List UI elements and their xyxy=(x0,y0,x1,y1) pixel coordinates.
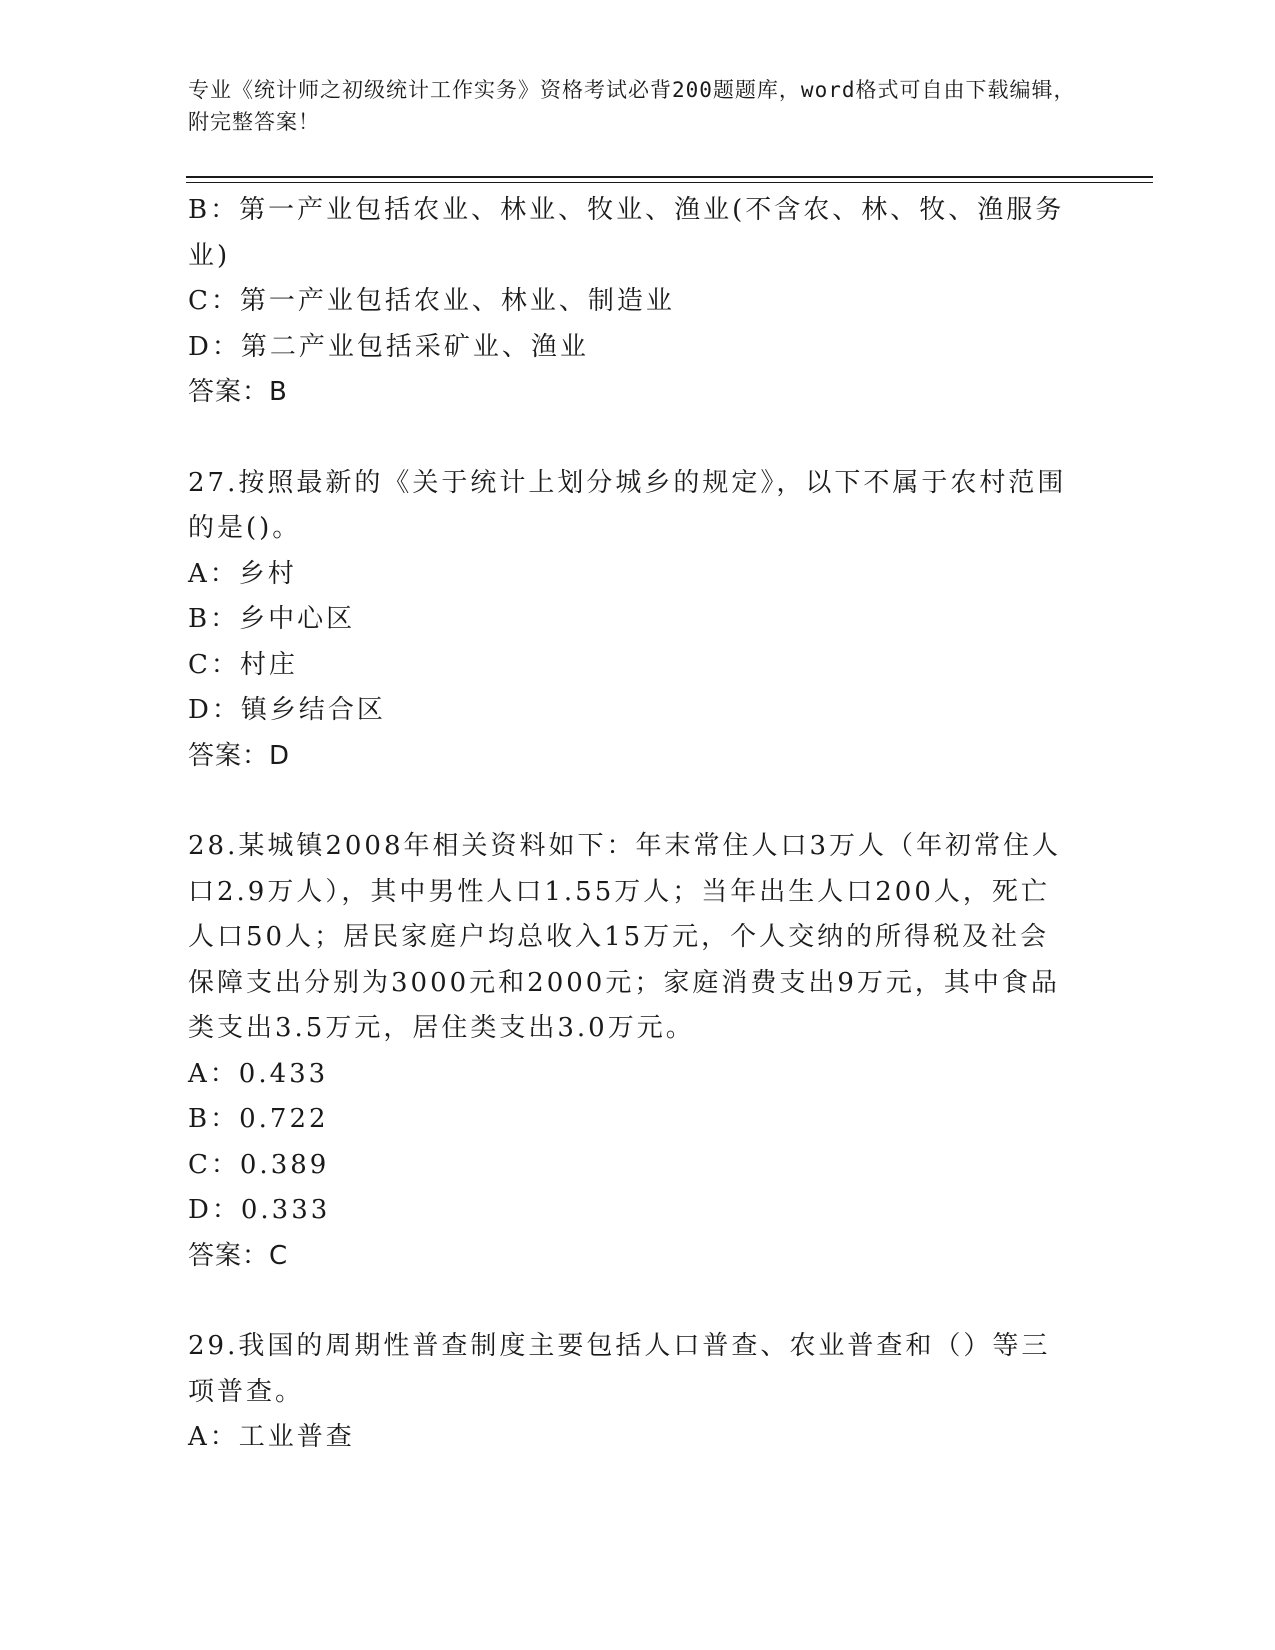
spacer xyxy=(188,416,1078,461)
answer-line: 答案：C xyxy=(188,1240,289,1271)
question-stem: 27.按照最新的《关于统计上划分城乡的规定》，以下不属于农村范围的是()。 xyxy=(188,467,1067,543)
option-d: D：镇乡结合区 xyxy=(188,695,386,725)
option-c: C：第一产业包括农业、林业、制造业 xyxy=(188,286,675,316)
option-d: D：第二产业包括采矿业、渔业 xyxy=(188,331,589,362)
question-stem: 28.某城镇2008年相关资料如下：年末常住人口3万人（年初常住人口2.9万人），其中男性人口1.55万人；当年出生人口200人，死亡人口50人；居民家庭户均总收入15万元，个人交纳的所得税及社会保障支出分别为3000元和2000元；家庭消费支出9万元，其中食品类支出3.5万元，居住类支出3.0万元。 xyxy=(188,831,1062,1043)
option-b: B：第一产业包括农业、林业、牧业、渔业(不含农、林、牧、渔服务业) xyxy=(188,195,1065,271)
question-block-29 xyxy=(188,1324,1078,1461)
question-block-27 xyxy=(188,461,1078,780)
document-header xyxy=(188,74,1088,138)
spacer xyxy=(188,1279,1078,1324)
question-stem: 29.我国的周期性普查制度主要包括人口普查、农业普查和（）等三项普查。 xyxy=(188,1331,1051,1407)
question-block-28 xyxy=(188,824,1078,1279)
option-a: A：乡村 xyxy=(188,558,297,589)
question-block-26 xyxy=(188,188,1078,416)
option-a: A：工业普查 xyxy=(188,1422,355,1452)
answer-line: 答案：D xyxy=(188,740,291,771)
document-body xyxy=(188,188,1078,1461)
header-divider-thick xyxy=(186,176,1153,178)
option-c: C：村庄 xyxy=(188,649,298,680)
option-d: D：0.333 xyxy=(188,1195,331,1225)
spacer xyxy=(188,779,1078,824)
option-b: B：0.722 xyxy=(188,1104,329,1134)
option-b: B：乡中心区 xyxy=(188,604,356,634)
answer-line: 答案：B xyxy=(188,377,288,407)
option-a: A：0.433 xyxy=(188,1058,329,1089)
option-c: C：0.389 xyxy=(188,1149,330,1180)
header-text: 专业《统计师之初级统计工作实务》资格考试必背200题题库，word格式可自由下载编辑，附完整答案！ xyxy=(188,78,1076,134)
header-divider-thin xyxy=(186,182,1153,183)
